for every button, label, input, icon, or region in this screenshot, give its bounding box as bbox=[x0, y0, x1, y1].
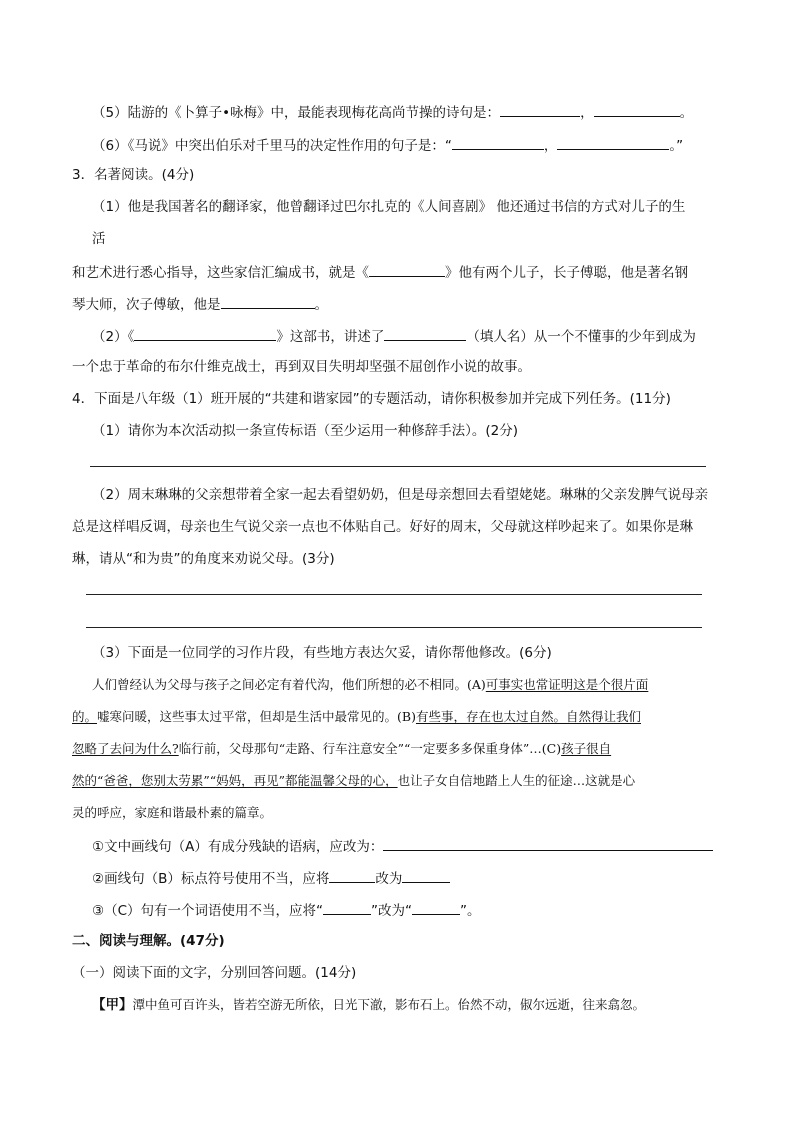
section2-title: 二、阅读与理解。(47分) bbox=[72, 933, 225, 949]
q4-a1: ①文中画线句（A）有成分残缺的语病，应改为： bbox=[92, 836, 713, 856]
answer-blank[interactable] bbox=[134, 326, 276, 341]
passage-line5: 灵的呼应，家庭和谐最朴素的篇章。 bbox=[72, 805, 273, 820]
underlined-sentence-b: 有些事，存在也太过自然。自然得让我们 bbox=[415, 709, 641, 724]
q4-title: 4．下面是八年级（1）班开展的“共建和谐家园”的专题活动，请你积极参加并完成下列任务。(11分) bbox=[72, 391, 671, 407]
answer-blank[interactable] bbox=[384, 326, 466, 341]
underlined-sentence-c: 孩子很自 bbox=[561, 741, 612, 756]
q2-item5: （5）陆游的《卜算子•咏梅》中，最能表现梅花高尚节操的诗句是： ， 。 bbox=[92, 102, 693, 122]
passage-line2: 的。嘘寒问暖，这些事太过平常，但却是生活中最常见的。(B)有些事，存在也太过自然。自然得让我们 bbox=[72, 709, 641, 724]
q4-s3: （3）下面是一位同学的习作片段，有些地方表达欠妥，请你帮他修改。(6分) bbox=[92, 645, 552, 661]
q3-p2-line2: 一个忠于革命的布尔什维克战士，再到双目失明却坚强不屈创作小说的故事。 bbox=[72, 359, 531, 375]
passage-line1: 人们曾经认为父母与孩子之间必定有着代沟，他们所想的必不相同。(A)可事实也常证明这是个很片面 bbox=[92, 677, 649, 692]
underlined-sentence-c-end: 然的“爸爸，您别太劳累”“妈妈，再见”都能温馨父母的心， bbox=[72, 773, 398, 788]
answer-line[interactable] bbox=[90, 466, 706, 467]
underlined-sentence-a: 可事实也常证明这是个很片面 bbox=[485, 677, 649, 692]
answer-blank[interactable] bbox=[221, 294, 315, 309]
jia-label: 【甲】 bbox=[92, 997, 133, 1013]
q4-a3: ③（C）句有一个词语使用不当，应将“ ”改为“ ”。 bbox=[92, 900, 481, 920]
answer-blank[interactable] bbox=[452, 135, 544, 150]
q4-s1: （1）请你为本次活动拟一条宣传标语（至少运用一种修辞手法）。(2分) bbox=[92, 423, 518, 439]
q4-a2: ②画线句（B）标点符号使用不当，应将 改为 bbox=[92, 868, 450, 888]
answer-blank[interactable] bbox=[412, 900, 460, 915]
section2-sub1: （一）阅读下面的文字，分别回答问题。(14分) bbox=[72, 965, 357, 981]
answer-line[interactable] bbox=[86, 627, 702, 628]
q2-item6: （6）《马说》中突出伯乐对千里马的决定性作用的句子是：“ ， 。” bbox=[92, 135, 683, 155]
answer-blank[interactable] bbox=[323, 900, 371, 915]
q3-p1-line3: 和艺术进行悉心指导，这些家信汇编成书，就是《 》他有两个儿子，长子傅聪，他是著名钢 bbox=[72, 262, 688, 282]
answer-blank[interactable] bbox=[500, 102, 580, 117]
answer-blank[interactable] bbox=[557, 135, 669, 150]
q3-p2-line1: （2）《 》这部书，讲述了 （填人名）从一个不懂事的少年到成为 bbox=[92, 326, 696, 346]
passage-jia: 【甲】潭中鱼可百许头，皆若空游无所依，日光下澈，影布石上。佁然不动，俶尔远逝，往来翕忽。 bbox=[92, 997, 646, 1013]
answer-line[interactable] bbox=[86, 594, 702, 595]
answer-blank[interactable] bbox=[594, 102, 680, 117]
q3-p1-line1: （1）他是我国著名的翻译家，他曾翻译过巴尔扎克的《人间喜剧》 他还通过书信的方式对儿子的生 bbox=[92, 199, 686, 215]
q3-p1-line2: 活 bbox=[92, 231, 106, 247]
q4-s2-line3: 琳，请从“和为贵”的角度来劝说父母。(3分) bbox=[72, 551, 335, 567]
answer-blank[interactable] bbox=[402, 868, 450, 883]
passage-line4: 然的“爸爸，您别太劳累”“妈妈，再见”都能温馨父母的心，也让子女自信地踏上人生的征途…这就是心 bbox=[72, 773, 636, 788]
q3-p1-line4: 琴大师，次子傅敏，他是 。 bbox=[72, 294, 328, 314]
underlined-sentence-b-end: 忽略了去问为什么? bbox=[72, 741, 179, 756]
q3-title: 3．名著阅读。(4分) bbox=[72, 167, 195, 183]
passage-line3: 忽略了去问为什么?临行前，父母那句“走路、行车注意安全”“一定要多多保重身体”…(C)孩子很自 bbox=[72, 741, 612, 756]
answer-blank[interactable] bbox=[369, 262, 445, 277]
q4-s2-line1: （2）周末琳琳的父亲想带着全家一起去看望奶奶，但是母亲想回去看望姥姥。琳琳的父亲发脾气说母亲 bbox=[92, 487, 709, 503]
q4-s2-line2: 总是这样唱反调，母亲也生气说父亲一点也不体贴自己。好好的周末，父母就这样吵起来了。如果你是琳 bbox=[72, 519, 693, 535]
answer-blank[interactable] bbox=[329, 868, 375, 883]
underlined-sentence-a-end: 的。 bbox=[72, 709, 98, 724]
answer-blank[interactable] bbox=[383, 836, 713, 851]
